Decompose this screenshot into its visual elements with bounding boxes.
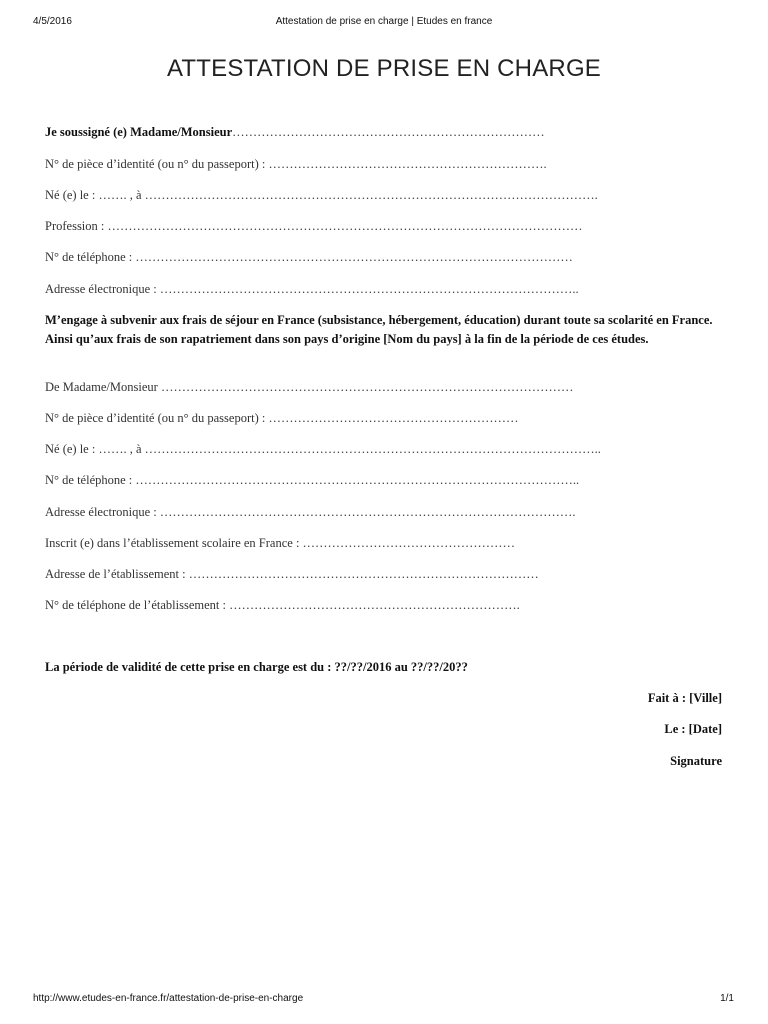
student-id-line: N° de pièce d’identité (ou n° du passeport) : …………………………………………………… — [45, 411, 519, 425]
print-page-title: Attestation de prise en charge | Etudes en france — [275, 16, 493, 27]
guarantor-email-line: Adresse électronique : ……………………………………………………………………………………….. — [45, 282, 579, 296]
student-school-line: Inscrit (e) dans l’établissement scolaire en France : …………………………………………… — [45, 536, 516, 550]
print-url: http://www.etudes-en-france.fr/attestation-de-prise-en-charge — [33, 993, 304, 1004]
guarantor-profession-line: Profession : …………………………………………………………………………………………………… — [45, 219, 583, 233]
print-footer — [0, 993, 768, 1007]
guarantor-intro-label: Je soussigné (e) Madame/Monsieur — [45, 125, 233, 139]
guarantor-intro-dots: ………………………………………………………………… — [232, 125, 545, 139]
date-line: Le : [Date] — [664, 722, 722, 736]
guarantor-name-line — [45, 125, 735, 140]
validity-period: La période de validité de cette prise en charge est du : ??/??/2016 au ??/??/20?? — [45, 660, 468, 674]
guarantor-id-line: N° de pièce d’identité (ou n° du passeport) : …………………………………………………………. — [45, 157, 547, 171]
student-school-phone-line: N° de téléphone de l’établissement : ……………………………………………………………. — [45, 598, 520, 612]
student-email-line: Adresse électronique : ………………………………………………………………………………………. — [45, 505, 576, 519]
place-line: Fait à : [Ville] — [647, 691, 722, 705]
print-date: 4/5/2016 — [33, 16, 72, 27]
student-name-line: De Madame/Monsieur ……………………………………………………………………………………… — [45, 380, 574, 394]
student-birth-line: Né (e) le : ……. , à ……………………………………………………………………………………………….. — [45, 442, 601, 456]
student-phone-line: N° de téléphone : …………………………………………………………………………………………….. — [45, 473, 580, 487]
guarantor-phone-line: N° de téléphone : …………………………………………………………………………………………… — [45, 250, 573, 264]
guarantor-birth-line: Né (e) le : ……. , à ………………………………………………………………………………………………. — [45, 188, 598, 202]
student-school-address-line: Adresse de l’établissement : ………………………………………………………………………… — [45, 567, 539, 581]
signature-label: Signature — [670, 754, 722, 768]
commitment-paragraph: M’engage à subvenir aux frais de séjour en France (subsistance, hébergement, éducation) durant toute sa scolarité en France. Ainsi qu’aux frais de son rapatriement dans son pays d’origine [Nom du pays] à la fin de la période de ces études. — [45, 313, 713, 346]
print-header — [0, 16, 768, 30]
print-page-count: 1/1 — [720, 993, 734, 1004]
document-title: ATTESTATION DE PRISE EN CHARGE — [166, 55, 602, 82]
